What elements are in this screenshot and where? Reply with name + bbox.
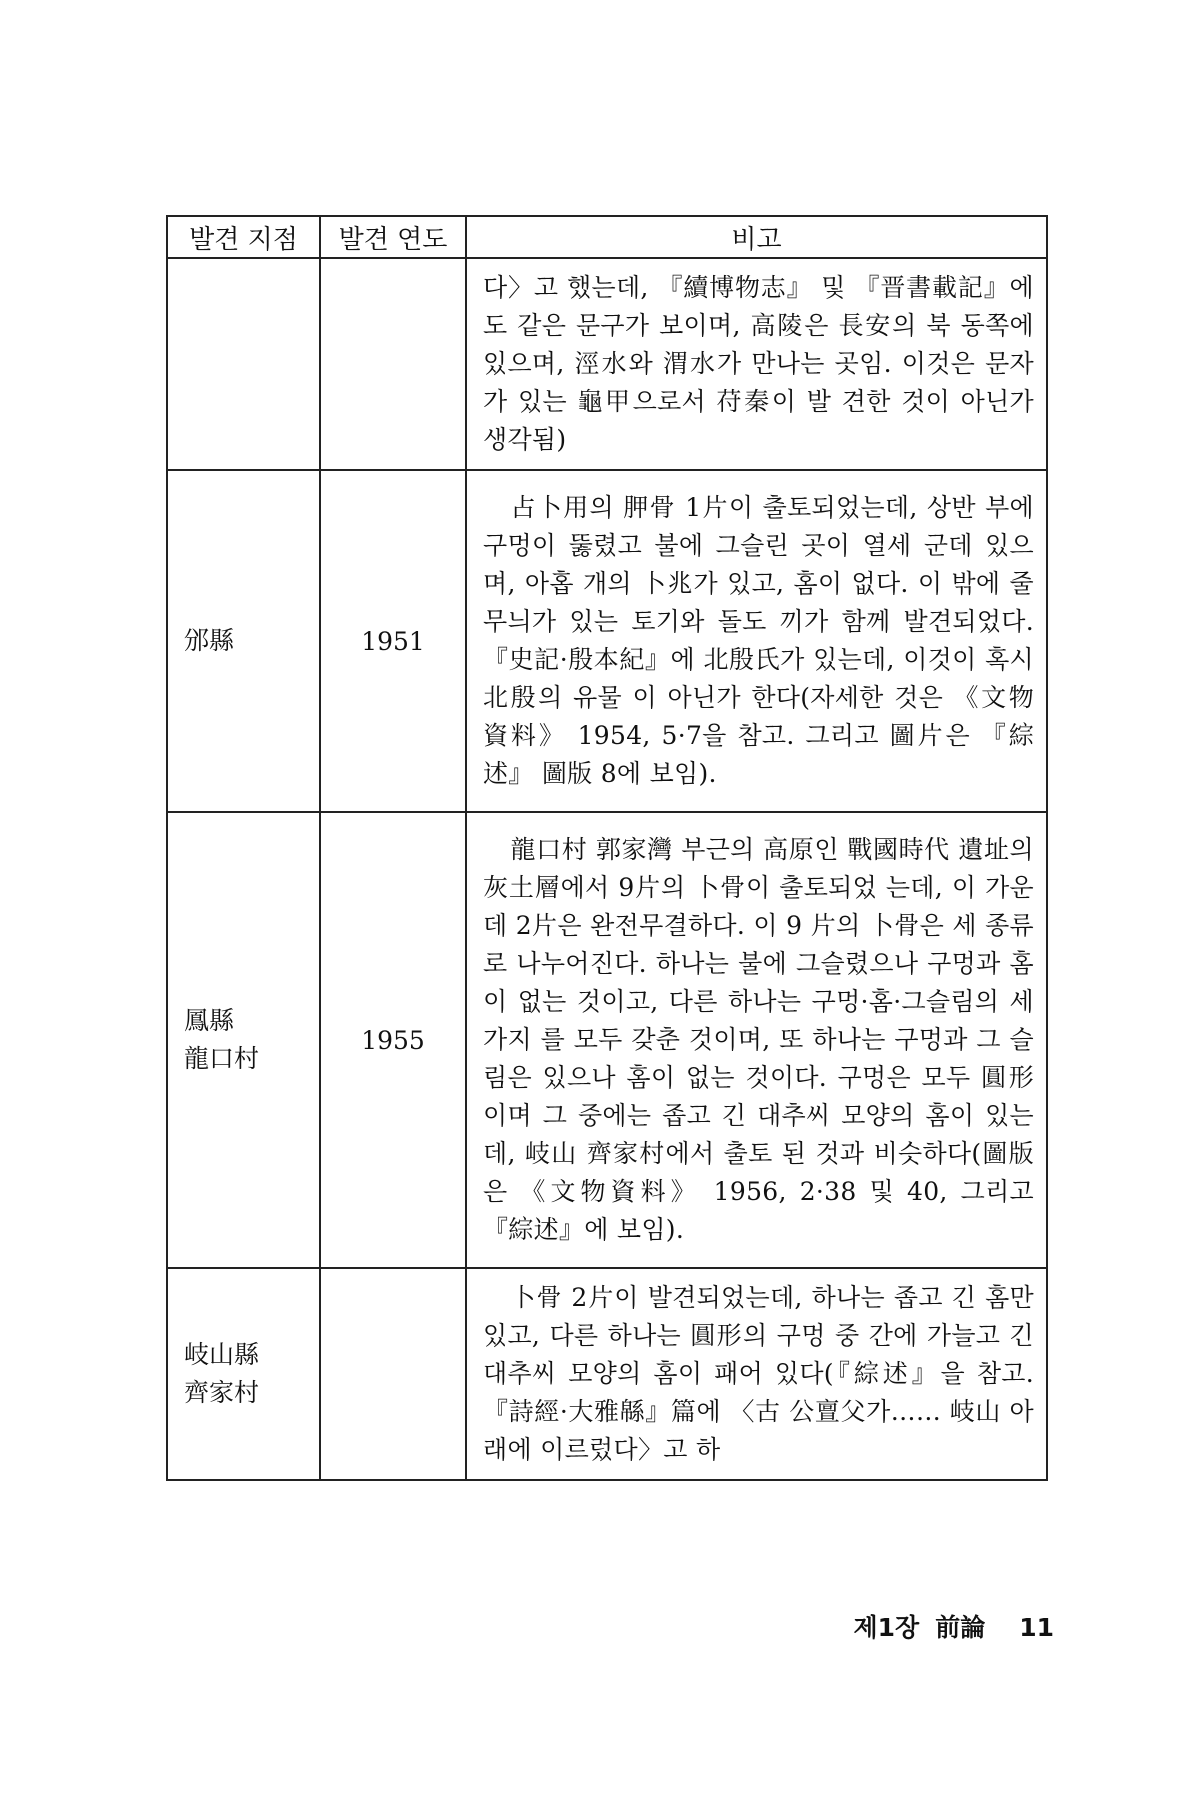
location-part: 龍口村 bbox=[184, 1044, 260, 1073]
table-row bbox=[167, 470, 1047, 812]
location-cell bbox=[167, 258, 320, 470]
location-part: 齊家村 bbox=[184, 1378, 260, 1407]
table-row bbox=[167, 1268, 1047, 1480]
header-year: 발견 연도 bbox=[320, 216, 466, 258]
footer-title: 前論 bbox=[935, 1613, 986, 1642]
year-cell bbox=[320, 1268, 466, 1480]
header-location: 발견 지점 bbox=[167, 216, 320, 258]
location-part: 鳳縣 bbox=[184, 1006, 235, 1035]
note-cell: 龍口村 郭家灣 부근의 高原인 戰國時代 遺址의 灰土層에서 9片의 卜骨이 출토되었 는데, 이 가운데 2片은 완전무결하다. 이 9 片의 卜骨은 세 종류로 나누어진다. 하나는 불에 그슬렸으나 구멍과 홈이 없는 것이고, 다른 하나는 구멍·홈·그슬림의 세 가지 를 모두 갖춘 것이며, 또 하나는 구멍과 그 슬림은 있으나 홈이 없는 것이다. 구멍은 모두 圓形이며 그 중에는 좁고 긴 대추씨 모양의 홈이 있는데, 岐山 齊家村에서 출토 된 것과 비슷하다(圖版은 《文物資料》 1956, 2·38 및 40, 그리고 『綜述』에 보임). bbox=[466, 812, 1047, 1268]
header-note: 비고 bbox=[466, 216, 1047, 258]
location-part: 岐山縣 bbox=[184, 1340, 260, 1369]
location-cell bbox=[167, 812, 320, 1268]
page-number: 11 bbox=[1019, 1613, 1054, 1642]
location-cell: 邠縣 bbox=[167, 470, 320, 812]
year-cell: 1955 bbox=[320, 812, 466, 1268]
note-cell: 다〉고 했는데, 『續博物志』 및 『晋書載記』에 도 같은 문구가 보이며, 高陵은 長安의 북 동쪽에 있으며, 涇水와 渭水가 만나는 곳임. 이것은 문자가 있는 龜甲으로서 苻秦이 발 견한 것이 아닌가 생각됨) bbox=[466, 258, 1047, 470]
footer-chapter: 제1장 bbox=[853, 1613, 920, 1642]
table-header-row bbox=[167, 216, 1047, 258]
page-footer bbox=[853, 1608, 1054, 1644]
discovery-table bbox=[166, 215, 1048, 1481]
year-cell: 1951 bbox=[320, 470, 466, 812]
note-cell: 卜骨 2片이 발견되었는데, 하나는 좁고 긴 홈만 있고, 다른 하나는 圓形의 구멍 중 간에 가늘고 긴 대추씨 모양의 홈이 패어 있다(『綜述』을 참고. 『詩經·大雅緜』篇에 〈古 公亶父가…… 岐山 아래에 이르렀다〉고 하 bbox=[466, 1268, 1047, 1480]
table-row bbox=[167, 258, 1047, 470]
note-cell: 占卜用의 胛骨 1片이 출토되었는데, 상반 부에 구멍이 뚫렸고 불에 그슬린 곳이 열세 군데 있으며, 아홉 개의 卜兆가 있고, 홈이 없다. 이 밖에 줄무늬가 있는 토기와 돌도 끼가 함께 발견되었다. 『史記·殷本紀』에 北殷氏가 있는데, 이것이 혹시 北殷의 유물 이 아닌가 한다(자세한 것은 《文物資料》 1954, 5·7을 참고. 그리고 圖片은 『綜述』 圖版 8에 보임). bbox=[466, 470, 1047, 812]
table-row bbox=[167, 812, 1047, 1268]
location-cell bbox=[167, 1268, 320, 1480]
year-cell bbox=[320, 258, 466, 470]
